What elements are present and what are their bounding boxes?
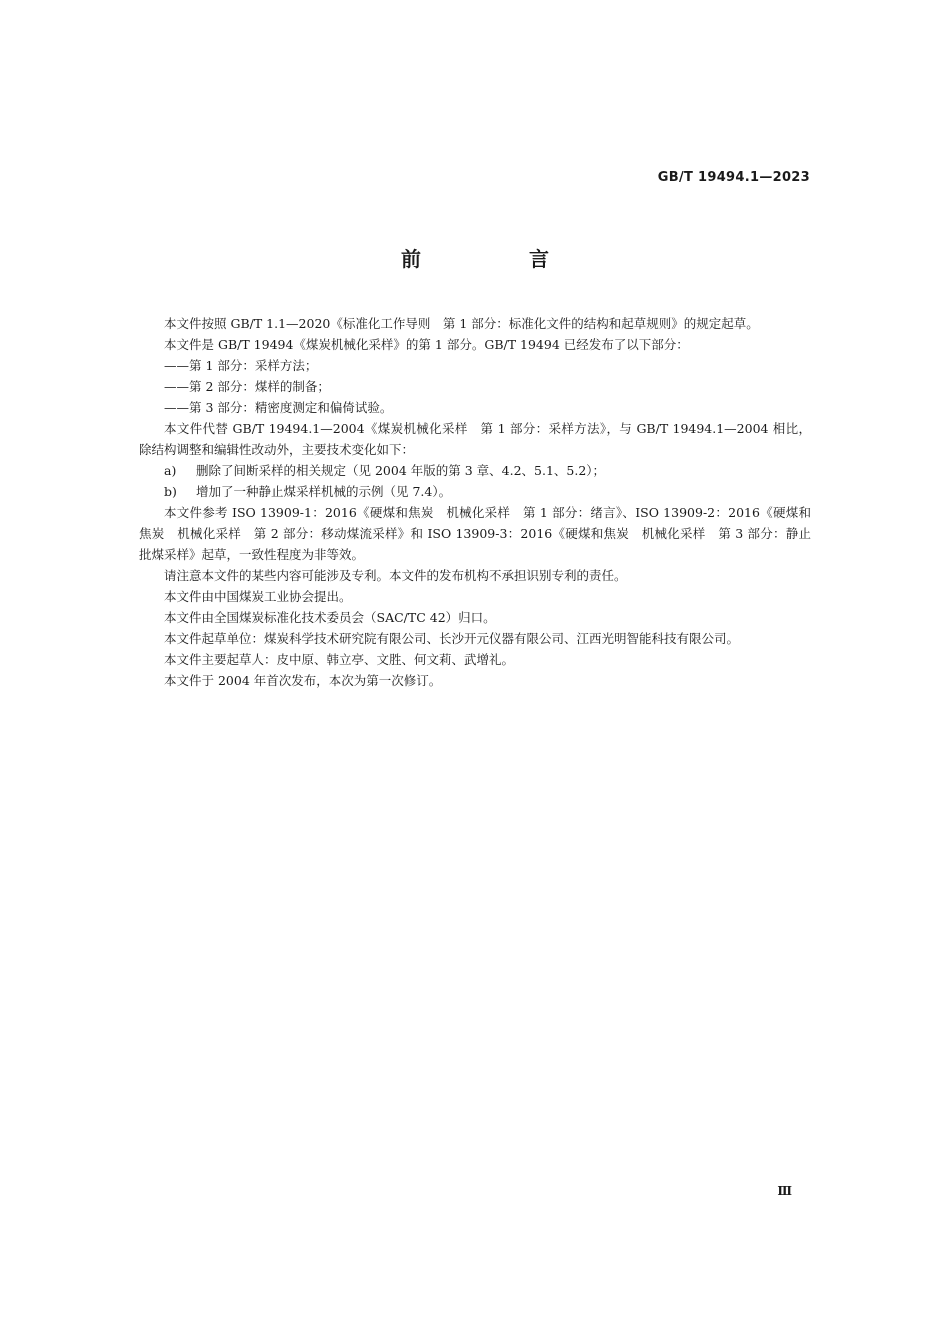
paragraph-drafters: 本文件主要起草人：皮中原、韩立亭、文胜、何文莉、武增礼。 — [164, 652, 515, 667]
list-item-change-b — [139, 481, 811, 502]
standard-code: GB/T 19494.1—2023 — [657, 170, 810, 185]
paragraph-proposer: 本文件由中国煤炭工业协会提出。 — [164, 589, 352, 604]
list-item-part-2: ——第 2 部分：煤样的制备； — [164, 379, 330, 394]
list-item-part-1: ——第 1 部分：采样方法； — [164, 358, 318, 373]
item-marker-a: a) — [164, 463, 177, 478]
item-text-a: 删除了间断采样的相关规定（见 2004 年版的第 3 章、4.2、5.1、5.2）； — [196, 463, 606, 478]
item-text-b: 增加了一种静止煤采样机械的示例（见 7.4）。 — [196, 484, 452, 499]
paragraph-iso-reference: 本文件参考 ISO 13909-1：2016《硬煤和焦炭 机械化采样 第 1 部分：绪言》、ISO 13909-2：2016《硬煤和焦炭 机械化采样 第 2 部分：移动煤流采样》和 ISO 13909-3：2016《硬煤和焦炭 机械化采样 第 3 部分：静止批煤采样》起草，一致性程度为非等效。 — [139, 505, 811, 562]
paragraph-committee: 本文件由全国煤炭标准化技术委员会（SAC/TC 42）归口。 — [164, 610, 496, 625]
list-item-change-a — [139, 460, 811, 481]
list-item-part-3: ——第 3 部分：精密度测定和偏倚试验。 — [164, 400, 393, 415]
page-title: 前 言 — [401, 247, 593, 271]
paragraph-drafting-rules: 本文件按照 GB/T 1.1—2020《标准化工作导则 第 1 部分：标准化文件的结构和起草规则》的规定起草。 — [164, 316, 759, 331]
paragraph-parts-intro: 本文件是 GB/T 19494《煤炭机械化采样》的第 1 部分。GB/T 19494 已经发布了以下部分： — [164, 337, 689, 352]
page-number: Ⅲ — [777, 1184, 792, 1198]
paragraph-revision-history: 本文件于 2004 年首次发布，本次为第一次修订。 — [164, 673, 442, 688]
paragraph-replacement: 本文件代替 GB/T 19494.1—2004《煤炭机械化采样 第 1 部分：采样方法》，与 GB/T 19494.1—2004 相比，除结构调整和编辑性改动外，主要技术变化如下： — [139, 421, 811, 457]
paragraph-patent-notice: 请注意本文件的某些内容可能涉及专利。本文件的发布机构不承担识别专利的责任。 — [164, 568, 627, 583]
foreword-body — [139, 313, 811, 691]
item-marker-b: b) — [164, 484, 177, 499]
paragraph-drafting-units: 本文件起草单位：煤炭科学技术研究院有限公司、长沙开元仪器有限公司、江西光明智能科技有限公司。 — [164, 631, 740, 646]
